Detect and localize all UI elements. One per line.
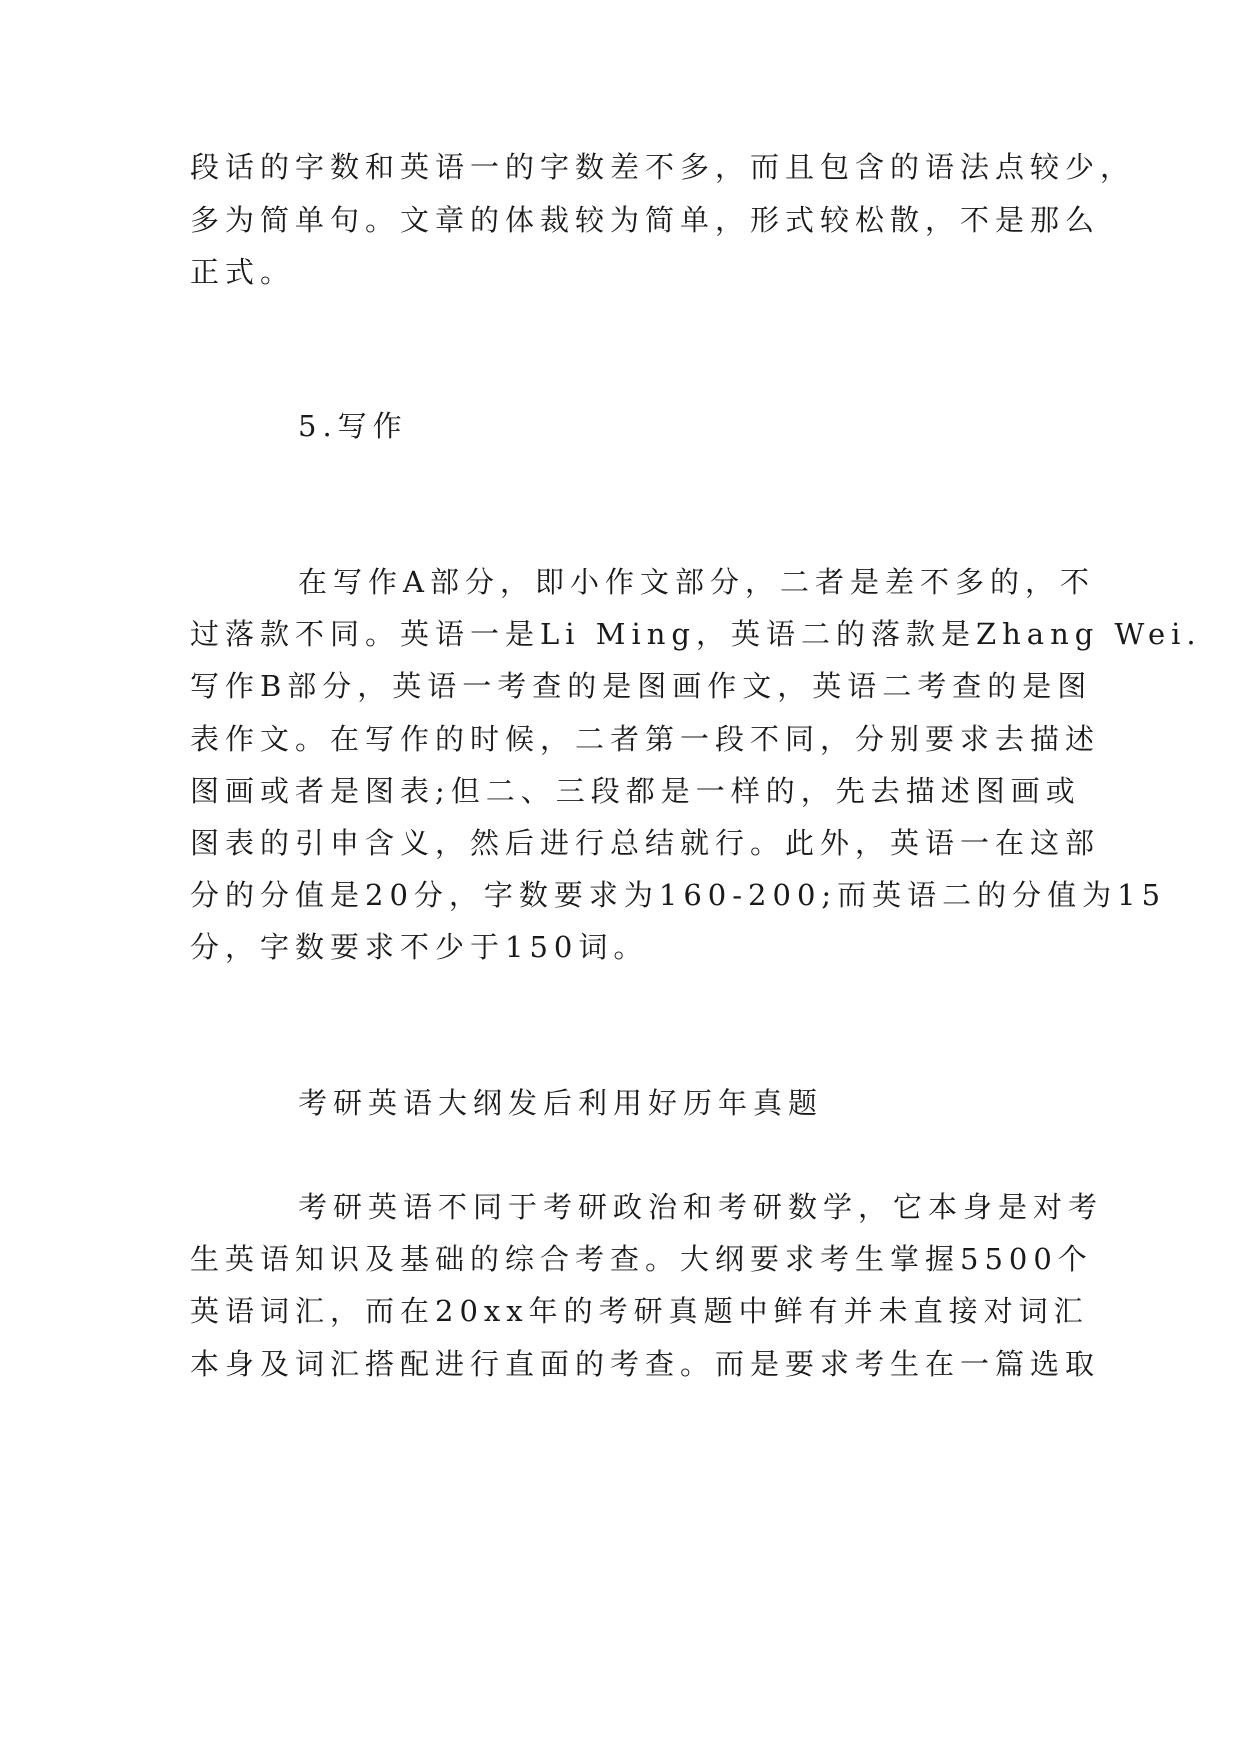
article-heading: 考研英语大纲发后利用好历年真题 bbox=[298, 1086, 824, 1120]
paragraph-line: 过落款不同。英语一是Li Ming，英语二的落款是Zhang Wei. bbox=[190, 617, 1202, 651]
paragraph-line: 在写作A部分，即小作文部分，二者是差不多的，不 bbox=[298, 565, 1095, 599]
paragraph-line: 本身及词汇搭配进行直面的考查。而是要求考生在一篇选取 bbox=[190, 1347, 1101, 1381]
paragraph-line: 英语词汇，而在20xx年的考研真题中鲜有并未直接对词汇 bbox=[190, 1294, 1089, 1328]
paragraph-line: 分，字数要求不少于150词。 bbox=[190, 930, 649, 964]
paragraph-line: 写作B部分，英语一考查的是图画作文，英语二考查的是图 bbox=[190, 669, 1093, 703]
paragraph-line: 多为简单句。文章的体裁较为简单，形式较松散，不是那么 bbox=[190, 203, 1101, 237]
paragraph-line: 图表的引申含义，然后进行总结就行。此外，英语一在这部 bbox=[190, 826, 1101, 860]
paragraph-line: 段话的字数和英语一的字数差不多，而且包含的语法点较少， bbox=[190, 150, 1136, 184]
paragraph-line: 分的分值是20分，字数要求为160-200;而英语二的分值为15 bbox=[190, 878, 1167, 912]
paragraph-line: 正式。 bbox=[190, 255, 296, 289]
section-heading-writing: 5.写作 bbox=[298, 409, 408, 443]
paragraph-line: 生英语知识及基础的综合考查。大纲要求考生掌握5500个 bbox=[190, 1242, 1093, 1276]
paragraph-line: 考研英语不同于考研政治和考研数学，它本身是对考 bbox=[298, 1190, 1104, 1224]
paragraph-line: 表作文。在写作的时候，二者第一段不同，分别要求去描述 bbox=[190, 722, 1101, 756]
paragraph-line: 图画或者是图表;但二、三段都是一样的，先去描述图画或 bbox=[190, 774, 1081, 808]
